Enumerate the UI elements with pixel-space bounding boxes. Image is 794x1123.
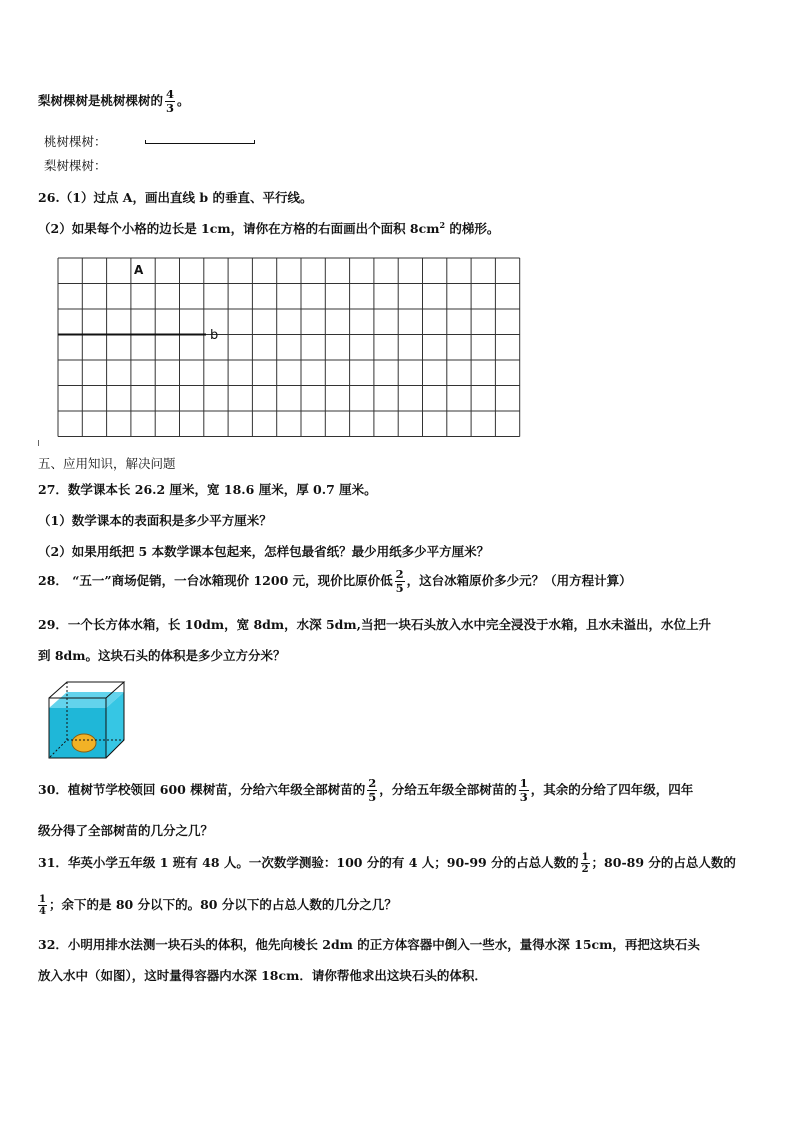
q31-text-end: ；80-89 分的占总人数的 xyxy=(591,855,736,870)
q27-part2: （2）如果用纸把 5 本数学课本包起来，怎样包最省纸？最少用纸多少平方厘米？ xyxy=(38,544,490,559)
fraction-numerator: 1 xyxy=(519,776,528,790)
q32-line1: 32．小明用排水法测一块石头的体积，他先向棱长 2dm 的正方体容器中倒入一些水，量得水深 15cm，再把这块石头 xyxy=(38,937,700,952)
fraction-denominator: 5 xyxy=(368,790,377,804)
fraction-1-2 xyxy=(581,852,590,875)
q28-text: 28． “五一”商场促销，一台冰箱现价 1200 元，现价比原价低 xyxy=(38,573,393,588)
q28 xyxy=(38,568,632,595)
q26-part2-text: （2）如果每个小格的边长是 1cm，请你在方格的右面画出个面积 8cm xyxy=(38,221,440,236)
q31-line2 xyxy=(36,894,397,917)
q28-text-end: ，这台冰箱原价多少元？（用方程计算） xyxy=(406,573,632,588)
q30-text-end: ，其余的分给了四年级，四年 xyxy=(530,782,694,797)
q31-text: 31．华英小学五年级 1 班有 48 人。一次数学测验：100 分的有 4 人；90-99 分的占总人数的 xyxy=(38,855,579,870)
q30-text: 30．植树节学校领回 600 棵树苗，分给六年级全部树苗的 xyxy=(38,782,366,797)
fraction-4-3 xyxy=(165,88,175,115)
intro-period: 。 xyxy=(177,93,190,108)
q30-text-mid: ，分给五年级全部树苗的 xyxy=(379,782,517,797)
q26-superscript: 2 xyxy=(439,219,446,230)
scan-mark xyxy=(38,440,39,446)
q27-part1: （1）数学课本的表面积是多少平方厘米？ xyxy=(38,513,272,528)
q30-line2: 级分得了全部树苗的几分之几？ xyxy=(38,823,214,838)
fraction-denominator: 3 xyxy=(166,101,175,115)
water-tank-figure xyxy=(46,678,128,760)
q29-line2: 到 8dm。这块石头的体积是多少立方分米？ xyxy=(38,648,286,663)
q31-line1 xyxy=(38,852,736,875)
q31-line2-text: ；余下的是 80 分以下的。80 分以下的占总人数的几分之几？ xyxy=(48,897,397,912)
grid-figure xyxy=(50,250,530,440)
q29-line1: 29．一个长方体水箱，长 10dm，宽 8dm，水深 5dm,当把一块石头放入水中完全浸没于水箱，且水未溢出，水位上升 xyxy=(38,617,711,632)
fraction-1-3 xyxy=(519,777,529,804)
fraction-numerator: 1 xyxy=(581,852,589,863)
intro-line xyxy=(38,88,190,115)
peach-bar xyxy=(145,140,255,144)
q26-part1: 26.（1）过点 A，画出直线 b 的垂直、平行线。 xyxy=(38,190,313,205)
section-5-heading: 五、应用知识，解决问题 xyxy=(38,456,176,471)
fraction-denominator: 5 xyxy=(395,581,404,595)
stone-icon xyxy=(72,734,96,752)
fraction-denominator: 4 xyxy=(39,906,46,917)
q26-part2-end: 的梯形。 xyxy=(445,221,500,236)
grid-label-a: A xyxy=(134,263,144,277)
fraction-numerator: 2 xyxy=(368,776,377,790)
fraction-denominator: 2 xyxy=(581,864,589,875)
grid-label-b: b xyxy=(210,328,219,343)
q27-main: 27．数学课本长 26.2 厘米，宽 18.6 厘米，厚 0.7 厘米。 xyxy=(38,482,377,497)
fraction-2-5 xyxy=(395,568,405,595)
fraction-numerator: 4 xyxy=(166,87,175,101)
q26-part2 xyxy=(38,219,499,237)
pear-label: 梨树棵树： xyxy=(44,158,107,173)
q32-line2: 放入水中（如图），这时量得容器内水深 18cm．请你帮他求出这块石头的体积． xyxy=(38,968,487,983)
fraction-2-5 xyxy=(367,777,377,804)
intro-text: 梨树棵树是桃树棵树的 xyxy=(38,93,164,108)
q30-line1 xyxy=(38,777,693,804)
fraction-numerator: 2 xyxy=(395,567,404,581)
fraction-1-4 xyxy=(38,894,47,917)
fraction-denominator: 3 xyxy=(519,790,528,804)
peach-label: 桃树棵树： xyxy=(44,134,107,149)
fraction-numerator: 1 xyxy=(39,894,46,905)
